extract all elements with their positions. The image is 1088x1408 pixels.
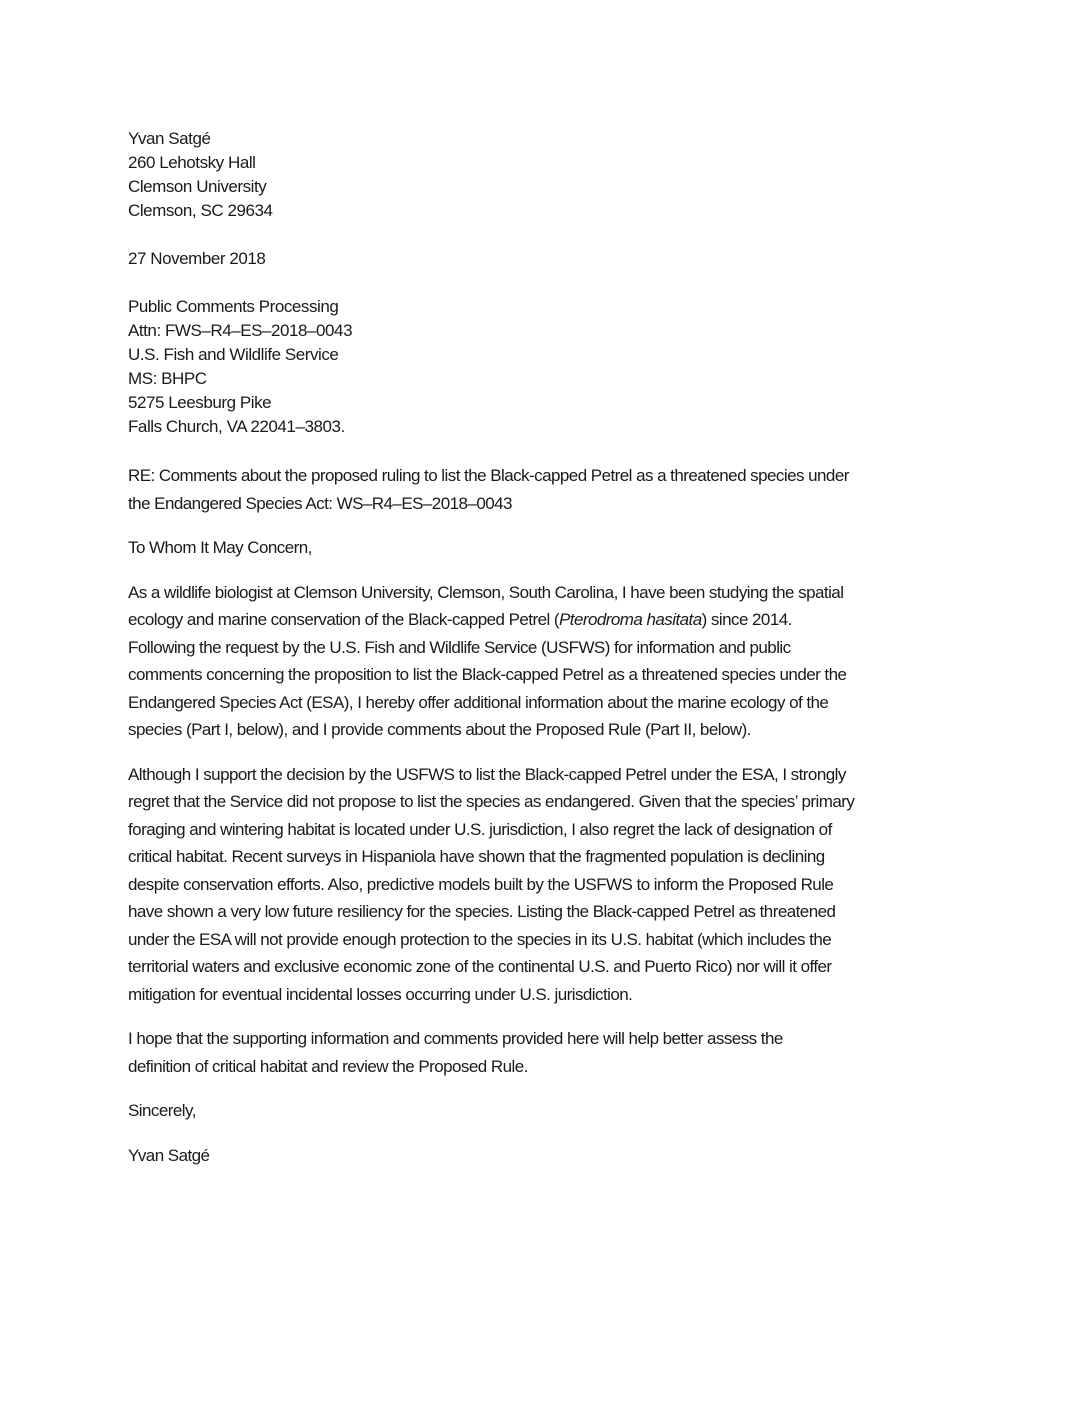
sender-name: Yvan Satgé [128, 129, 211, 148]
paragraph-line: Following the request by the U.S. Fish and Wildlife Service (USFWS) for information and public [128, 637, 791, 657]
subject-line [128, 462, 968, 517]
paragraph-line: definition of critical habitat and review the Proposed Rule. [128, 1056, 528, 1076]
recipient-line: U.S. Fish and Wildlife Service [128, 345, 339, 364]
paragraph-conclusion [128, 1025, 968, 1080]
paragraph-line: Although I support the decision by the USFWS to list the Black-capped Petrel under the ESA, I strongly [128, 764, 846, 784]
recipient-line: 5275 Leesburg Pike [128, 393, 272, 412]
recipient-line: Public Comments Processing [128, 297, 339, 316]
sender-address-line: Clemson, SC 29634 [128, 201, 273, 220]
paragraph-line: comments concerning the proposition to list the Black-capped Petrel as a threatened species under the [128, 665, 847, 684]
paragraph-line: Endangered Species Act (ESA), I hereby offer additional information about the marine ecology of the [128, 692, 829, 712]
subject-text: RE: Comments about the proposed ruling to list the Black-capped Petrel as a threatened species under [128, 466, 849, 485]
paragraph-line: I hope that the supporting information and comments provided here will help better assess the [128, 1029, 783, 1048]
paragraph-line [128, 606, 968, 634]
paragraph-text: ecology and marine conservation of the Black-capped Petrel ( [128, 610, 559, 629]
paragraph-intro [128, 579, 968, 744]
paragraph-line: territorial waters and exclusive economic zone of the continental U.S. and Puerto Rico) nor will it offer [128, 957, 832, 976]
closing: Sincerely, [128, 1101, 196, 1120]
salutation: To Whom It May Concern, [128, 538, 312, 557]
sender-address-line: 260 Lehotsky Hall [128, 153, 256, 172]
paragraph-line: under the ESA will not provide enough protection to the species in its U.S. habitat (which includes the [128, 929, 832, 949]
paragraph-line: critical habitat. Recent surveys in Hispaniola have shown that the fragmented population is declining [128, 847, 825, 866]
letter-body [128, 127, 968, 1169]
subject-text: the Endangered Species Act: WS–R4–ES–2018–0043 [128, 493, 512, 513]
paragraph-line: have shown a very low future resiliency for the species. Listing the Black-capped Petrel as threatened [128, 902, 836, 921]
sender-address [128, 127, 968, 223]
paragraph-line: As a wildlife biologist at Clemson University, Clemson, South Carolina, I have been studying the spatial [128, 582, 844, 602]
paragraph-line: mitigation for eventual incidental losses occurring under U.S. jurisdiction. [128, 984, 633, 1004]
paragraph-position [128, 761, 968, 1009]
paragraph-line: species (Part I, below), and I provide comments about the Proposed Rule (Part II, below). [128, 720, 751, 739]
sender-address-line: Clemson University [128, 177, 267, 196]
paragraph-line: regret that the Service did not propose to list the species as endangered. Given that the species’ primary [128, 792, 855, 811]
species-scientific-name: Pterodroma hasitata [558, 610, 702, 629]
letter-date: 27 November 2018 [128, 249, 266, 268]
paragraph-line: despite conservation efforts. Also, predictive models built by the USFWS to inform the Proposed Rule [128, 874, 834, 894]
recipient-line: Falls Church, VA 22041–3803. [128, 417, 345, 436]
recipient-line: MS: BHPC [128, 369, 207, 388]
recipient-address [128, 295, 968, 439]
signature: Yvan Satgé [128, 1145, 210, 1165]
paragraph-line: foraging and wintering habitat is located under U.S. jurisdiction, I also regret the lack of designation of [128, 819, 832, 839]
recipient-line: Attn: FWS–R4–ES–2018–0043 [128, 321, 353, 340]
paragraph-text: ) since 2014. [701, 610, 792, 629]
